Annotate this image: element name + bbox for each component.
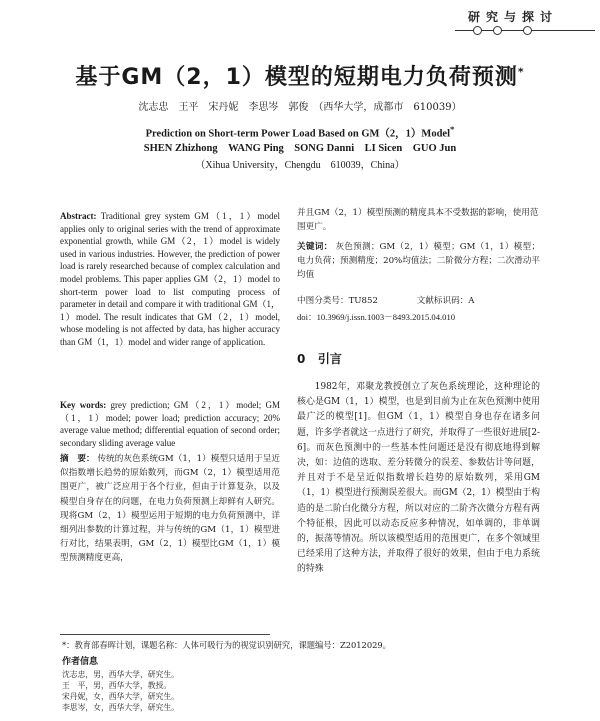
abstract-en-text: Traditional grey system GM（1，1）model applies only to original series with the trend of approximate exponential growth, while GM（2，1）model is widely used in various industries. However, the prediction of power load is rarely researched because of complex calculation and model problems. This paper applies GM（2，1）model to short-term power load to list computing process of parameter in detail and compare it with traditional GM（1，1）model. The result indicates that GM（2，1）model, whose modeling is not affected by data, has higher accuracy than GM（1，1）model and wider range of application. — [60, 211, 280, 347]
title-cn-text: 基于GM（2，1）模型的短期电力负荷预测 — [75, 65, 518, 90]
title-cn — [0, 60, 600, 91]
affiliation-en: （Xihua University，Chengdu 610039，China） — [195, 160, 405, 171]
clc-number: 中图分类号：TU852 — [297, 296, 378, 306]
header-circle-3 — [523, 26, 532, 35]
section-header-tag: 研究与探讨 — [467, 10, 558, 24]
author-info-title: 作者信息 — [62, 657, 99, 667]
intro-paragraph: 1982年，邓聚龙教授创立了灰色系统理论，这种理论的核心是GM（1，1）模型，也是到目前为止在灰色预测中使用最广泛的模型[1]。但GM（1，1）模型自身也存在诸多问题，许多学者就这一点进行了研究，并取得了一些很好进展[2-6]。而灰色预测中的一些基本性问题还是没有彻底地得到解决，如：边值的选取、差分转微分的误差、参数估计等问题，并且对于不是呈近似指数增长趋势的原始数列，采用GM（1，1）模型进行预测误差很大。而GM（2，1）模型由于构造的是二阶白化微分方程，所以对应的二阶齐次微分方程有两个特征根，因此可以动态反应多种情况，如单调的，非单调的，振荡等情况。所以该模型适用的范围更广，在多个领域里已经采用了这种方法，并取得了很好的效果，但由于电力系统的特殊 — [297, 382, 540, 575]
title-en-footnote-mark: * — [450, 124, 455, 134]
doi: doi：10.3969/j.issn.1003－8493.2015.04.010 — [297, 312, 456, 322]
title-footnote-mark: * — [517, 65, 525, 79]
author-info-line: 宋丹妮，女，西华大学，研究生。 — [62, 692, 179, 701]
authors-en: SHEN Zhizhong WANG Ping SONG Danni LI Sicen GUO Jun — [143, 143, 457, 154]
section-title: 引言 — [317, 352, 342, 366]
document-code: 文献标识码：A — [416, 296, 475, 306]
header-circle-2 — [493, 26, 502, 35]
abstract-cn-text: 传统的灰色系统GM（1，1）模型只适用于呈近似指数增长趋势的原始数列，而GM（2，1）模型适用范围更广，被广泛应用于各个行业，但由于计算复杂，以及模型自身存在的问题，在电力负荷预测上却鲜有人研究。现将GM（2，1）模型运用于短期的电力负荷预测中，详细列出参数的计算过程，并与传统的GM（1，1）模型进行对比，结果表明，GM（2，1）模型比GM（1，1）模型预测精度更高， — [60, 454, 280, 564]
header-circle-1 — [473, 26, 482, 35]
abstract-en — [60, 210, 280, 349]
abstract-en-label: Abstract: — [60, 211, 97, 221]
abstract-cn-label: 摘 要： — [60, 454, 95, 464]
author-info-line: 沈志忠，男，西华大学，研究生。 — [62, 670, 179, 679]
keywords-en-text: grey prediction; GM（2，1）model; GM（1，1）model; power load; prediction accuracy; 20% average value method; differential equation of second order; secondary sliding average value — [60, 400, 281, 448]
author-info — [62, 669, 179, 713]
keywords-en — [60, 399, 280, 449]
keywords-cn — [297, 240, 540, 283]
classification-line — [297, 294, 540, 306]
funding-footnote: *：教育部春晖计划，课题名称：人体可吸行为的视觉识别研究，课题编号：Z2012029。 — [62, 640, 391, 650]
abstract-cn-continued: 并且GM（2，1）模型预测的精度具本不受数据的影响，使用范围更广。 — [297, 208, 539, 233]
section-heading — [297, 350, 540, 367]
title-en-text: Prediction on Short-term Power Load Based on GM（2，1）Model — [145, 128, 450, 140]
keywords-cn-text: 灰色预测；GM（2，1）模型；GM（1，1）模型；电力负荷；预测精度；20%均值法；二阶微分方程；二次滑动平均值 — [297, 242, 540, 281]
keywords-cn-label: 关键词： — [297, 242, 333, 252]
title-en — [0, 124, 600, 141]
keywords-en-label: Key words: — [60, 400, 107, 410]
section-number: 0 — [297, 352, 306, 366]
footnote-rule — [60, 634, 270, 635]
authors-cn: 沈志忠 王平 宋丹妮 李思岑 郭俊 （西华大学，成都市 610039） — [138, 102, 462, 113]
abstract-cn — [60, 452, 280, 566]
author-info-line: 王 平，男，西华大学，教授。 — [62, 681, 172, 690]
author-info-line: 李思岑，女，西华大学，研究生。 — [62, 703, 179, 712]
